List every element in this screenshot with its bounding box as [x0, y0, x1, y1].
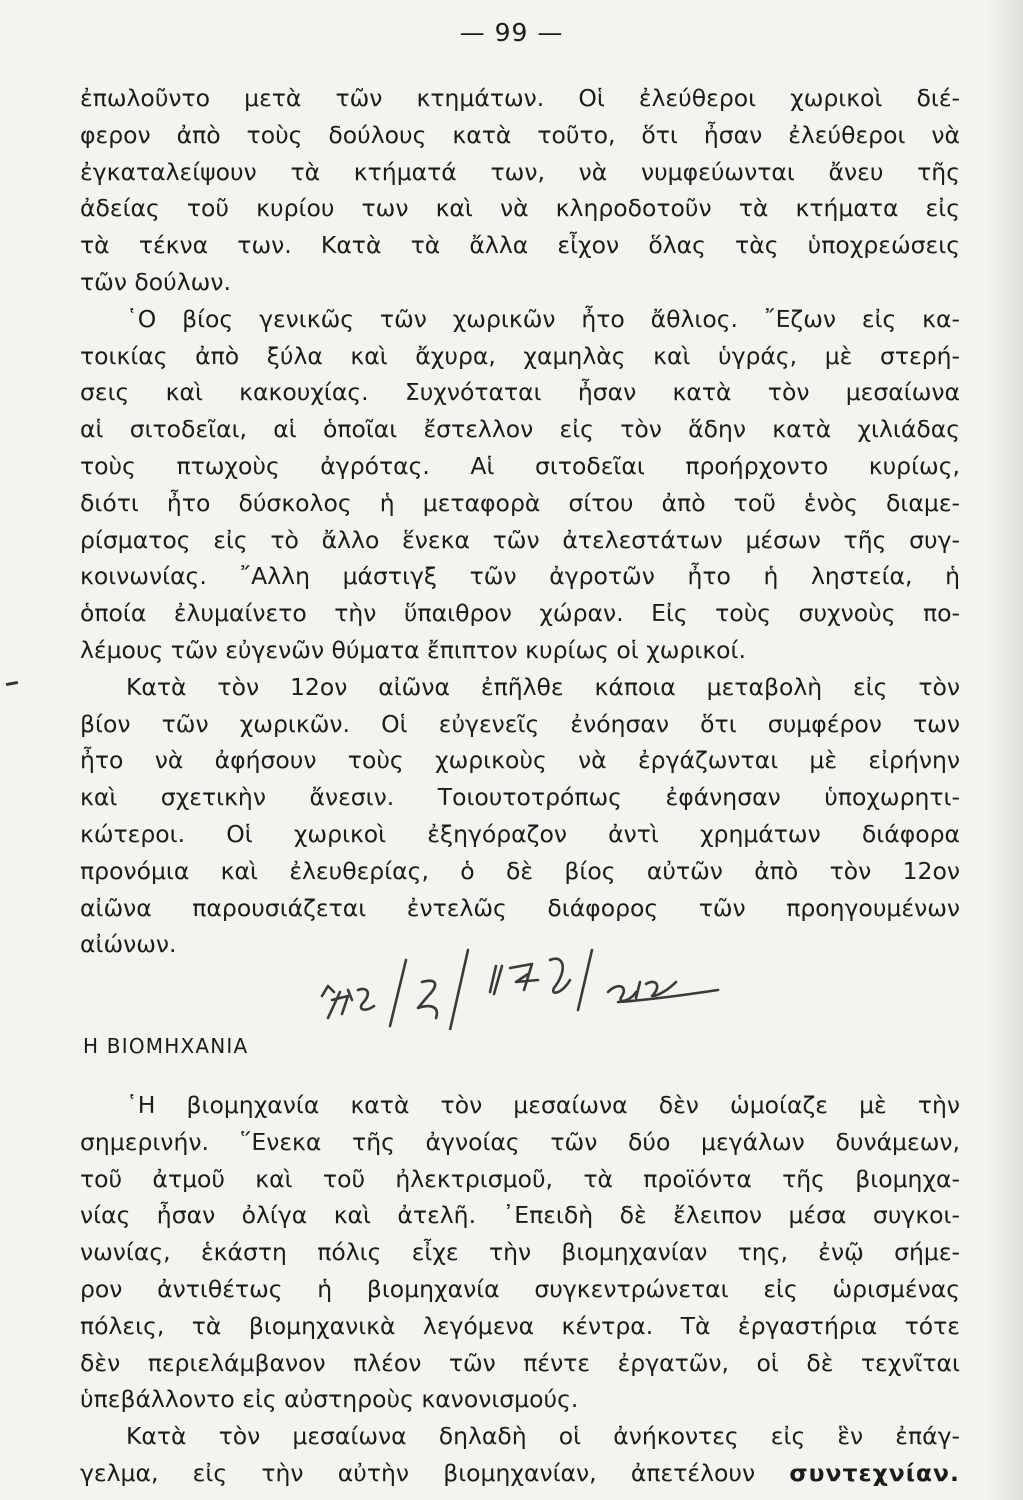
paragraph-line: πόλεις, τὰ βιομηχανικὰ λεγόμενα κέντρα. Τὰ ἐργαστήρια τότε	[80, 1311, 960, 1340]
paragraph-line: νωνίας, ἑκάστη πόλις εἶχε τὴν βιομηχανίαν της, ἐνῷ σήμε-	[80, 1238, 960, 1267]
paragraph-line: κοινωνίας. ῎Αλλη μάστιγξ τῶν ἀγροτῶν ἦτο ἡ ληστεία, ἡ	[80, 562, 960, 591]
paragraph-line: Κατὰ τὸν μεσαίωνα δηλαδὴ οἱ ἀνήκοντες εἰς ἓν ἐπάγ-	[126, 1422, 960, 1451]
paragraph-line: ῾Η βιομηχανία κατὰ τὸν μεσαίωνα δὲν ὡμοίαζε μὲ τὴν	[126, 1091, 960, 1119]
paragraph-line: καὶ σχετικὴν ἄνεσιν. Τοιουτοτρόπως ἐφάνησαν ὑποχωρητι-	[80, 783, 960, 812]
paragraph-line: τῶν δούλων.	[80, 267, 231, 296]
paragraph-line: ἦτο νὰ ἀφήσουν τοὺς χωρικοὺς νὰ ἐργάζωνται μὲ εἰρήνην	[80, 746, 960, 775]
bold-term: συντεχνίαν.	[789, 1458, 960, 1487]
paragraph-3	[80, 669, 960, 963]
margin-mark	[6, 681, 18, 686]
paragraph-line: ρίσματος εἰς τὸ ἄλλο ἕνεκα τῶν ἀτελεστάτων μέσων τῆς συγ-	[80, 525, 960, 554]
paragraph-line: ὑπεβάλλοντο εἰς αὐστηροὺς κανονισμούς.	[80, 1385, 579, 1414]
paragraph-line: νίας ἦσαν ὀλίγα καὶ ἀτελῆ. ᾿Επειδὴ δὲ ἔλειπον μέσα συγκοι-	[80, 1201, 960, 1230]
paragraph-line-last	[80, 1455, 960, 1492]
paragraph-4	[80, 1087, 960, 1418]
paragraph-line: κώτεροι. Οἱ χωρικοὶ ἐξηγόραζον ἀντὶ χρημάτων διάφορα	[80, 819, 960, 848]
paragraph-line: αἰώνων.	[80, 930, 177, 959]
paragraph-line: ῾Ο βίος γενικῶς τῶν χωρικῶν ἦτο ἄθλιος. ῎Εζων εἰς κα-	[126, 304, 960, 333]
paragraph-line: φερον ἀπὸ τοὺς δούλους κατὰ τοῦτο, ὅτι ἦσαν ἐλεύθεροι νὰ	[80, 120, 960, 149]
paragraph-5	[80, 1418, 960, 1492]
paragraph-1	[80, 80, 960, 301]
paragraph-line: προνόμια καὶ ἐλευθερίας, ὁ δὲ βίος αὐτῶν ἀπὸ τὸν 12ον	[80, 856, 960, 885]
paragraph-line: βίον τῶν χωρικῶν. Οἱ εὐγενεῖς ἐνόησαν ὅτι συμφέρον των	[80, 709, 960, 738]
paragraph-line: τοικίας ἀπὸ ξύλα καὶ ἄχυρα, χαμηλὰς καὶ ὑγράς, μὲ στερή-	[80, 341, 960, 370]
text-block-lower	[80, 1087, 960, 1492]
paragraph-last-line-text: γελμα, εἰς τὴν αὐτὴν βιομηχανίαν, ἀπετέλουν	[80, 1458, 756, 1487]
paragraph-line: ἐπωλοῦντο μετὰ τῶν κτημάτων. Οἱ ἐλεύθεροι χωρικοὶ διέ-	[80, 84, 960, 112]
paragraph-line: σεις καὶ κακουχίας. Συχνόταται ἦσαν κατὰ τὸν μεσαίωνα	[80, 378, 960, 407]
paragraph-line: τοὺς πτωχοὺς ἀγρότας. Αἱ σιτοδεῖαι προήρχοντο κυρίως,	[80, 451, 960, 480]
page-edge-shadow	[987, 0, 1023, 1500]
handwritten-annotation	[318, 930, 738, 1030]
paragraph-line: τοῦ ἀτμοῦ καὶ τοῦ ἠλεκτρισμοῦ, τὰ προϊόντα τῆς βιομηχα-	[80, 1164, 960, 1193]
paragraph-2	[80, 301, 960, 669]
paragraph-line: ρον ἀντιθέτως ἡ βιομηχανία συγκεντρώνεται εἰς ὡρισμένας	[80, 1274, 960, 1303]
paragraph-line: ἀδείας τοῦ κυρίου των καὶ νὰ κληροδοτοῦν τὰ κτήματα εἰς	[80, 194, 960, 223]
paragraph-line: ἐγκαταλείψουν τὰ κτήματά των, νὰ νυμφεύωνται ἄνευ τῆς	[80, 157, 960, 186]
page-number: — 99 —	[459, 18, 564, 47]
text-block-upper	[80, 80, 960, 963]
paragraph-line: σημερινήν. ῞Ενεκα τῆς ἀγνοίας τῶν δύο μεγάλων δυνάμεων,	[80, 1127, 960, 1156]
section-heading: Η ΒΙΟΜΗΧΑΝΙΑ	[83, 1034, 249, 1058]
paragraph-line: δὲν περιελάμβανον πλέον τῶν πέντε ἐργατῶν, οἱ δὲ τεχνῖται	[80, 1348, 960, 1377]
paragraph-line: αἰῶνα παρουσιάζεται ἐντελῶς διάφορος τῶν προηγουμένων	[80, 893, 960, 922]
paragraph-line: Κατὰ τὸν 12ον αἰῶνα ἐπῆλθε κάποια μεταβολὴ εἰς τὸν	[126, 672, 960, 701]
paragraph-line: λέμους τῶν εὐγενῶν θύματα ἔπιπτον κυρίως οἱ χωρικοί.	[80, 635, 746, 664]
paragraph-line: τὰ τέκνα των. Κατὰ τὰ ἄλλα εἶχον ὅλας τὰς ὑποχρεώσεις	[80, 231, 960, 260]
paragraph-line: ὁποία ἐλυμαίνετο τὴν ὕπαιθρον χώραν. Εἰς τοὺς συχνοὺς πο-	[80, 599, 960, 628]
paragraph-line: διότι ἦτο δύσκολος ἡ μεταφορὰ σίτου ἀπὸ τοῦ ἑνὸς διαμε-	[80, 488, 960, 517]
paragraph-line: αἱ σιτοδεῖαι, αἱ ὁποῖαι ἔστελλον εἰς τὸν ἅδην κατὰ χιλιάδας	[80, 415, 960, 444]
